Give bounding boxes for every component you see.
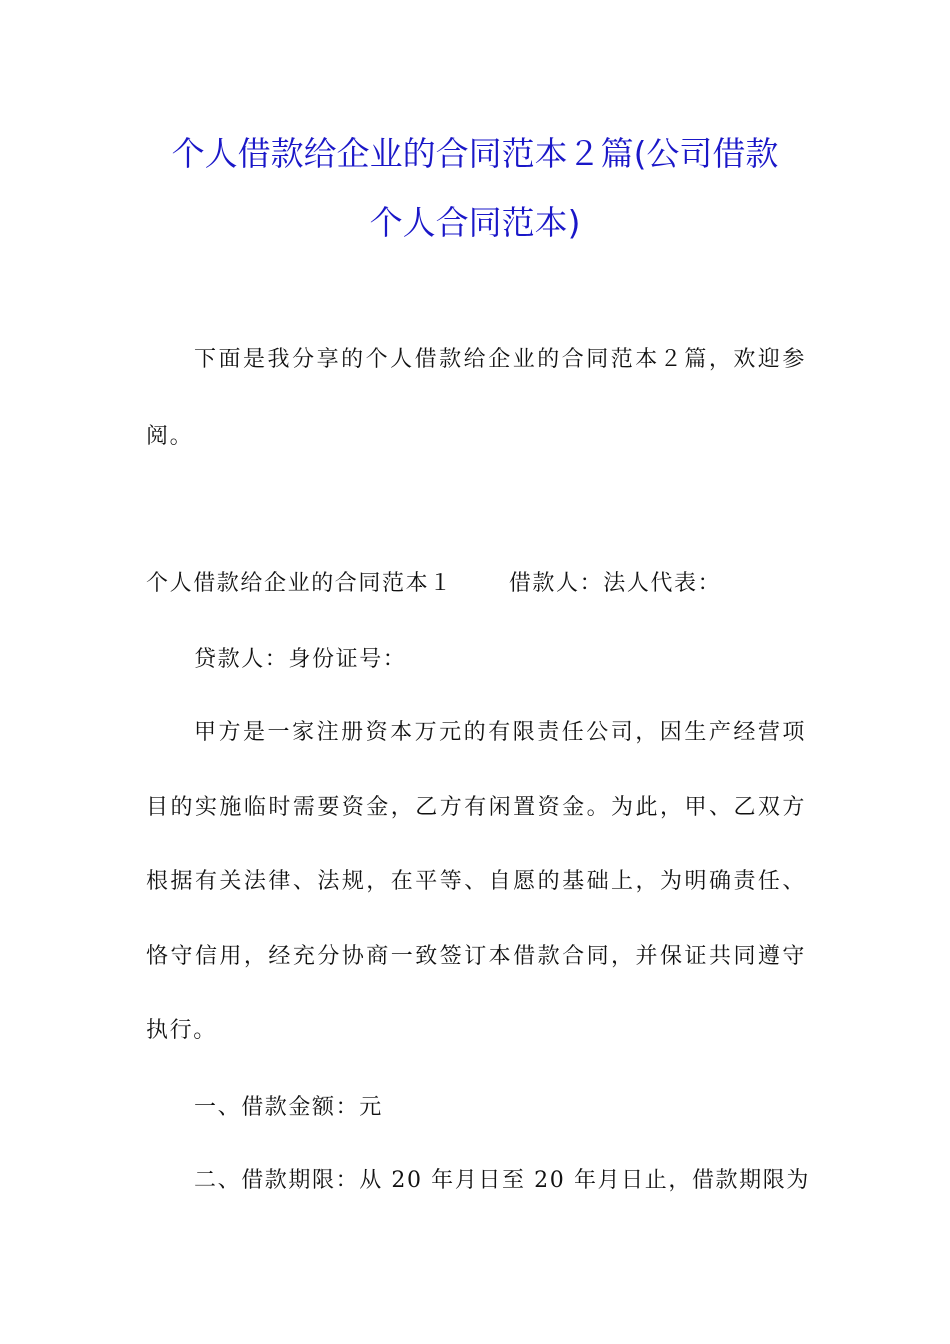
body-paragraph-line-4: 恪守信用，经充分协商一致签订本借款合同，并保证共同遵守: [146, 944, 806, 969]
contract-1-heading: 个人借款给企业的合同范本１: [146, 571, 453, 596]
contract-1-heading-row: [146, 569, 806, 599]
clause-1-loan-amount: 一、借款金额：元: [194, 1095, 383, 1120]
intro-paragraph-line-1: 下面是我分享的个人借款给企业的合同范本２篇，欢迎参: [194, 347, 806, 372]
contract-1-borrower-label: 借款人：法人代表：: [508, 571, 722, 596]
document-title-line-2: 个人合同范本): [369, 203, 581, 242]
body-paragraph-line-5: 执行。: [146, 1018, 217, 1043]
body-paragraph-line-3: 根据有关法律、法规，在平等、自愿的基础上，为明确责任、: [146, 869, 806, 894]
clause-2-loan-term: 二、借款期限：从 20 年月日至 20 年月日止，借款期限为: [194, 1168, 810, 1193]
body-paragraph-line-2: 目的实施临时需要资金，乙方有闲置资金。为此，甲、乙双方: [146, 795, 806, 820]
lender-line: 贷款人：身份证号：: [194, 647, 407, 672]
intro-paragraph-line-2: 阅。: [146, 424, 194, 449]
body-paragraph-line-1: 甲方是一家注册资本万元的有限责任公司，因生产经营项: [194, 720, 806, 745]
document-title-line-1: 个人借款给企业的合同范本２篇(公司借款: [171, 134, 779, 173]
